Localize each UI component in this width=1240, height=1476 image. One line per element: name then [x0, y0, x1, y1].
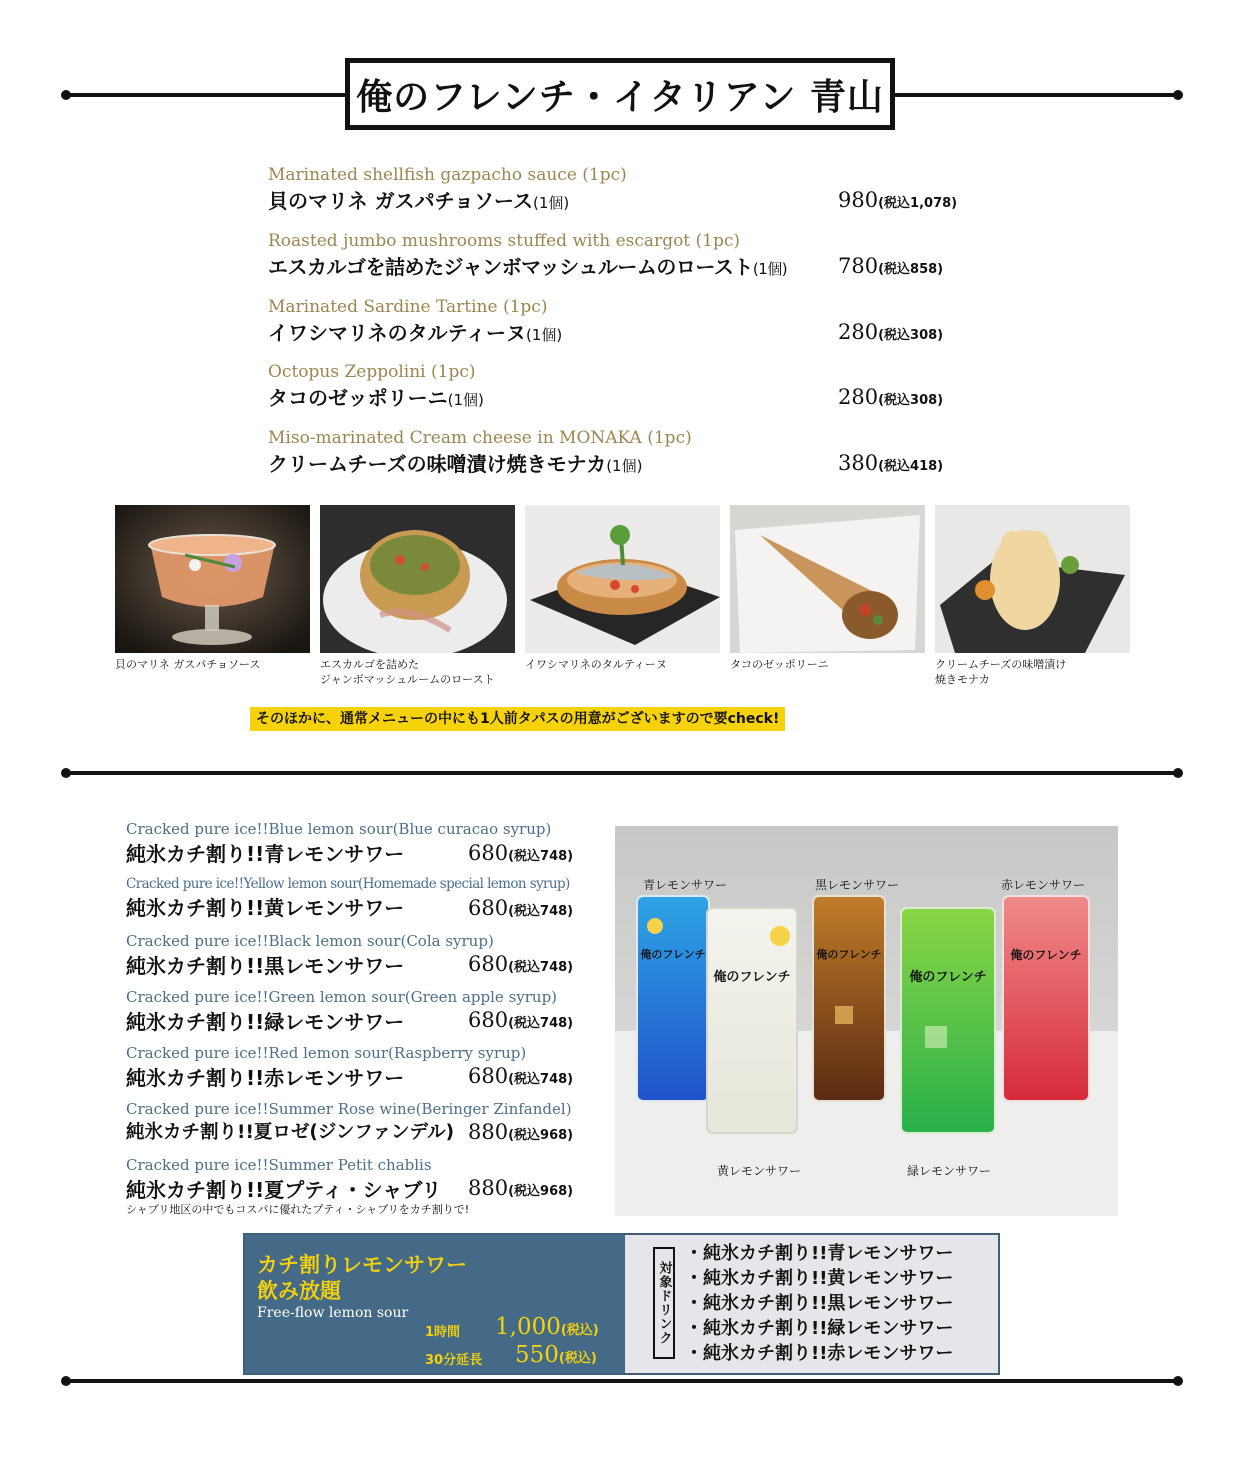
target-drink-item: ・純氷カチ割り!!黄レモンサワー [685, 1268, 954, 1289]
food-item [268, 165, 627, 214]
price-tax: (税込1,078) [878, 196, 958, 211]
middle-divider-dot-right [1173, 768, 1183, 778]
drink-photo-label-yellow: 黄レモンサワー [717, 1164, 802, 1178]
price-value: 380 [838, 451, 879, 475]
food-item-jp-name: 貝のマリネ ガスパチョソース [268, 189, 533, 213]
target-drink-item: ・純氷カチ割り!!赤レモンサワー [685, 1343, 954, 1364]
food-item-jp-name: クリームチーズの味噌漬け焼きモナカ [268, 452, 607, 476]
drink-photo-label-black: 黒レモンサワー [815, 878, 900, 892]
target-drinks-list [685, 1241, 953, 1366]
food-item [268, 428, 692, 477]
drink-note: シャブリ地区の中でもコスパに優れたプティ・シャブリをカチ割りで! [126, 1203, 470, 1216]
glass-logo: 俺のフレンチ [1010, 948, 1082, 962]
photo-caption-line1: クリームチーズの味噌漬け [935, 658, 1067, 671]
middle-divider [65, 771, 1180, 775]
food-photo-escargot [320, 505, 515, 653]
free-flow-panel [245, 1235, 625, 1373]
drink-photo-label-green: 緑レモンサワー [907, 1164, 992, 1178]
price-tax: (税込748) [508, 1016, 574, 1031]
food-item-jp [268, 448, 692, 477]
drink-item-jp: 純氷カチ割り!!夏ロゼ(ジンファンデル) [126, 1122, 455, 1143]
food-item-qty: (1個) [752, 260, 788, 278]
price-tax: (税込748) [508, 849, 574, 864]
drink-item-en: Cracked pure ice!!Black lemon sour(Cola syrup) [126, 932, 494, 950]
food-item-en: Miso-marinated Cream cheese in MONAKA (1pc) [268, 428, 692, 448]
price-value: 680 [468, 1008, 509, 1032]
photo-caption-line1: エスカルゴを詰めた [320, 658, 419, 671]
price-value: 680 [468, 1064, 509, 1088]
price-tax: (税込308) [878, 328, 944, 343]
drink-item-price [468, 896, 573, 920]
free-flow-title-line1: カチ割りレモンサワー [257, 1253, 467, 1277]
photo-caption [320, 657, 495, 687]
drink-item-en: Cracked pure ice!!Yellow lemon sour(Homemade special lemon syrup) [126, 876, 570, 892]
drink-item-en: Cracked pure ice!!Summer Rose wine(Beringer Zinfandel) [126, 1100, 572, 1118]
price-value: 980 [838, 188, 879, 212]
price-tax: (税込968) [508, 1184, 574, 1199]
drink-photo-label-red: 赤レモンサワー [1001, 878, 1086, 892]
food-item-price [838, 320, 943, 344]
glass-logo: 俺のフレンチ [713, 970, 791, 985]
price-value: 680 [468, 841, 509, 865]
photo-caption-line1: タコのゼッポリーニ [730, 658, 829, 671]
drink-item-price [468, 1120, 573, 1144]
price-value: 280 [838, 320, 879, 344]
food-item-jp-name: イワシマリネのタルティーヌ [268, 321, 526, 345]
food-item-jp [268, 251, 787, 280]
price-tax: (税込418) [878, 459, 944, 474]
food-item-jp [268, 185, 627, 214]
drink-item-jp: 純氷カチ割り!!青レモンサワー [126, 842, 405, 866]
drink-item-en: Cracked pure ice!!Red lemon sour(Raspberry syrup) [126, 1044, 527, 1062]
drink-item-en: Cracked pure ice!!Summer Petit chablis [126, 1156, 432, 1174]
tapas-notice: そのほかに、通常メニューの中にも1人前タパスの用意がございますので要check! [250, 707, 785, 731]
price-value: 280 [838, 385, 879, 409]
price-tax: (税込748) [508, 904, 574, 919]
price-tax: (税込968) [508, 1128, 574, 1143]
free-flow-row2-tax: (税込) [558, 1351, 597, 1366]
price-value: 680 [468, 952, 509, 976]
price-tax: (税込858) [878, 262, 944, 277]
drink-photo-label-blue: 青レモンサワー [643, 878, 728, 892]
food-item-jp-name: タコのゼッポリーニ [268, 386, 448, 410]
free-flow-title-line2: 飲み放題 [257, 1279, 341, 1303]
drink-item-en: Cracked pure ice!!Green lemon sour(Green apple syrup) [126, 988, 558, 1006]
free-flow-box [243, 1233, 1000, 1375]
free-flow-row2-price-value: 550 [515, 1342, 559, 1368]
food-item-en: Marinated Sardine Tartine (1pc) [268, 297, 548, 317]
photo-caption-line1: 貝のマリネ ガスパチョソース [115, 658, 261, 671]
price-tax: (税込308) [878, 393, 944, 408]
food-item-price [838, 451, 943, 475]
price-value: 780 [838, 254, 879, 278]
target-drink-item: ・純氷カチ割り!!青レモンサワー [685, 1243, 954, 1264]
target-drinks-label-text: 対象ドリンク [656, 1261, 672, 1345]
glass-logo: 俺のフレンチ [909, 970, 987, 985]
free-flow-en: Free-flow lemon sour [257, 1305, 409, 1321]
drinks-photo [615, 826, 1118, 1216]
food-item-en: Marinated shellfish gazpacho sauce (1pc) [268, 165, 627, 185]
food-item [268, 362, 484, 411]
drink-item-price [468, 841, 573, 865]
drink-item-jp: 純氷カチ割り!!夏プティ・シャブリ [126, 1178, 442, 1202]
free-flow-row2-label: 30分延長 [425, 1353, 483, 1368]
food-item-jp-name: エスカルゴを詰めたジャンボマッシュルームのロースト [268, 255, 753, 279]
food-item-jp [268, 317, 562, 346]
photo-caption-line1: イワシマリネのタルティーヌ [525, 658, 667, 671]
drink-item-price [468, 1064, 573, 1088]
bottom-divider-dot-left [61, 1376, 71, 1386]
drink-item-price [468, 1008, 573, 1032]
food-item-jp [268, 382, 484, 411]
drink-item-jp: 純氷カチ割り!!黄レモンサワー [126, 896, 405, 920]
food-item-qty: (1個) [532, 194, 570, 212]
food-item-price [838, 188, 957, 212]
price-tax: (税込748) [508, 1072, 574, 1087]
food-item-price [838, 254, 943, 278]
food-photo-zeppolini [730, 505, 925, 653]
price-tax: (税込748) [508, 960, 574, 975]
food-item-qty: (1個) [447, 391, 484, 409]
drink-item [126, 932, 494, 979]
drink-item-jp: 純氷カチ割り!!黒レモンサワー [126, 954, 405, 978]
top-divider-dot-right [1173, 90, 1183, 100]
food-item-price [838, 385, 943, 409]
food-item [268, 297, 562, 346]
target-drink-item: ・純氷カチ割り!!黒レモンサワー [685, 1293, 954, 1314]
photo-caption-line2: ジャンボマッシュルームのロースト [320, 673, 495, 686]
free-flow-row1-price-value: 1,000 [495, 1314, 561, 1340]
free-flow-row1-tax: (税込) [560, 1323, 599, 1338]
price-value: 880 [468, 1176, 509, 1200]
drink-item-price [468, 952, 573, 976]
drink-item-jp: 純氷カチ割り!!赤レモンサワー [126, 1066, 405, 1090]
bottom-divider-dot-right [1173, 1376, 1183, 1386]
drink-item-price [468, 1176, 573, 1200]
food-item-en: Octopus Zeppolini (1pc) [268, 362, 476, 382]
target-drinks-label [653, 1247, 675, 1359]
food-item [268, 231, 787, 280]
page-title-text: 俺のフレンチ・イタリアン 青山 [356, 76, 884, 118]
drink-item [126, 1044, 526, 1091]
free-flow-row2-price [515, 1342, 597, 1368]
top-divider-dot-left [61, 90, 71, 100]
food-photo-monaka [935, 505, 1130, 653]
food-photo-sardine [525, 505, 720, 653]
drink-item-jp: 純氷カチ割り!!緑レモンサワー [126, 1010, 405, 1034]
middle-divider-dot-left [61, 768, 71, 778]
food-item-qty: (1個) [606, 457, 643, 475]
bottom-divider [65, 1379, 1180, 1383]
glass-logo: 俺のフレンチ [640, 948, 706, 961]
food-item-en: Roasted jumbo mushrooms stuffed with escargot (1pc) [268, 231, 741, 251]
free-flow-row1-price [495, 1314, 599, 1340]
photo-caption [730, 657, 829, 672]
photo-caption-line2: 焼きモナカ [935, 673, 990, 686]
free-flow-row1-label: 1時間 [425, 1325, 461, 1340]
food-photo-gazpacho [115, 505, 310, 653]
photo-caption [525, 657, 667, 672]
drink-item-en: Cracked pure ice!!Blue lemon sour(Blue curacao syrup) [126, 820, 552, 838]
page-title [345, 58, 895, 130]
price-value: 680 [468, 896, 509, 920]
target-drink-item: ・純氷カチ割り!!緑レモンサワー [685, 1318, 954, 1339]
photo-caption [935, 657, 1066, 687]
price-value: 880 [468, 1120, 509, 1144]
photo-caption [115, 657, 260, 672]
food-item-qty: (1個) [526, 326, 563, 344]
drink-item [126, 1156, 441, 1203]
glass-logo: 俺のフレンチ [816, 948, 882, 961]
